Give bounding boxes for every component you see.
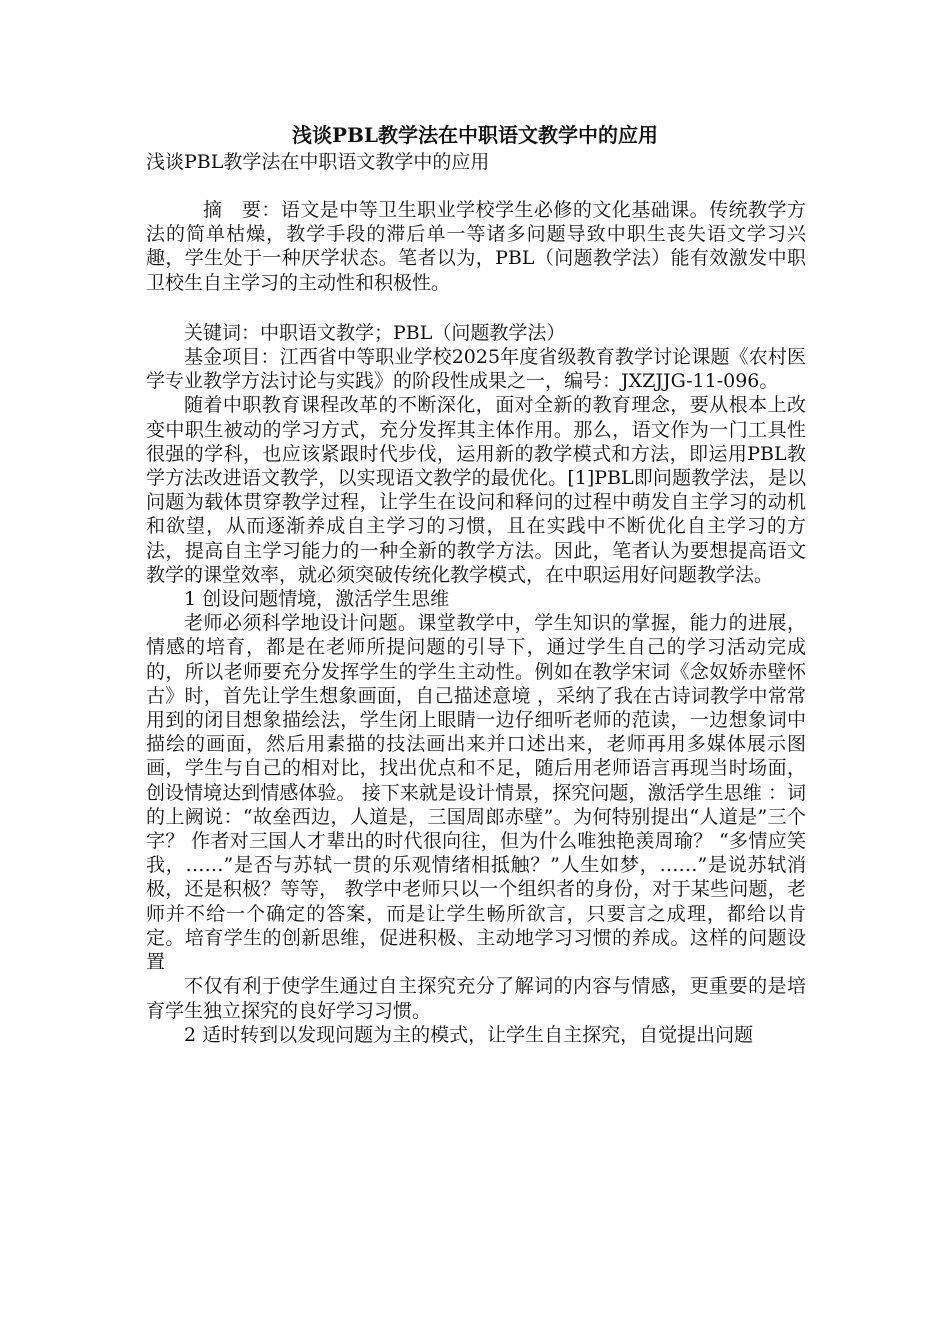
keywords-paragraph: 关键词：中职语文教学；PBL（问题教学法） — [184, 321, 566, 344]
body-paragraph: 不仅有利于使学生通过自主探究充分了解词的内容与情感，更重要的是培育学生独立探究的良好学习习惯。 — [146, 975, 806, 1022]
body-paragraph: 老师必须科学地设计问题。课堂教学中，学生知识的掌握，能力的进展，情感的培育，都是在老师所提问题的引导下，通过学生自己的学习活动完成的，所以老师要充分发挥学生的学生主动性。例如在教学宋词《念奴娇赤壁怀古》时，首先让学生想象画面，自己描述意境 ，采纳了我在古诗词教学中常常用到的闭目想象描绘法，学生闭上眼睛一边仔细听老师的范读，一边想象词中描绘的画面，然后用素描的技法画出来并口述出来，老师再用多媒体展示图画，学生与自己的相对比，找出优点和不足，随后用老师语言再现当时场面，创设情境达到情感体验。 接下来就是设计情景，探究问题，激活学生思维 ：词的上阙说：“故垒西边，人道是，三国周郎赤壁”。为何特别提出“人道是”三个字？ 作者对三国人才辈出的时代很向往，但为什么唯独艳羡周瑜？ “多情应笑我，……”是否与苏轼一贯的乐观情绪相抵触？”人生如梦，……”是说苏轼消极，还是积极？等等， 教学中老师只以一个组织者的身份，对于某些问题，老师并不给一个确定的答案，而是让学生畅所欲言，只要言之成理，都给以肯定。培育学生的创新思维，促进积极、主动地学习习惯的养成。这样的问题设置 — [146, 612, 806, 974]
section-heading: 1 创设问题情境，激活学生思维 — [184, 588, 450, 611]
body-paragraph: 随着中职教育课程改革的不断深化，面对全新的教育理念，要从根本上改变中职生被动的学习方式，充分发挥其主体作用。那么，语文作为一门工具性很强的学科，也应该紧跟时代步伐，运用新的教学模式和方法，即运用PBL教学方法改进语文教学，以实现语文教学的最优化。[1]PBL即问题教学法，是以问题为载体贯穿教学过程，让学生在设问和释问的过程中萌发自主学习的动机和欲望，从而逐渐养成自主学习的习惯，且在实践中不断优化自主学习的方法，提高自主学习能力的一种全新的教学方法。因此，笔者认为要想提高语文教学的课堂效率，就必须突破传统化教学模式，在中职运用好问题教学法。 — [146, 394, 806, 586]
document-subtitle: 浅谈PBL教学法在中职语文教学中的应用 — [146, 151, 490, 173]
section-heading: 2 适时转到以发现问题为主的模式，让学生自主探究，自觉提出问题 — [184, 1023, 754, 1046]
abstract-paragraph: 摘 要：语文是中等卫生职业学校学生必修的文化基础课。传统教学方法的简单枯燥，教学手段的滞后单一等诸多问题导致中职生丧失语文学习兴趣，学生处于一种厌学状态。笔者以为，PBL（问题教学法）能有效激发中职卫校生自主学习的主动性和积极性。 — [146, 199, 806, 294]
document-body — [146, 198, 806, 1047]
fund-paragraph: 基金项目：江西省中等职业学校2025年度省级教育教学讨论课题《农村医学专业教学方法讨论与实践》的阶段性成果之一，编号：JXZJJG-11-096。 — [146, 346, 806, 393]
document-title: 浅谈PBL教学法在中职语文教学中的应用 — [291, 123, 658, 147]
